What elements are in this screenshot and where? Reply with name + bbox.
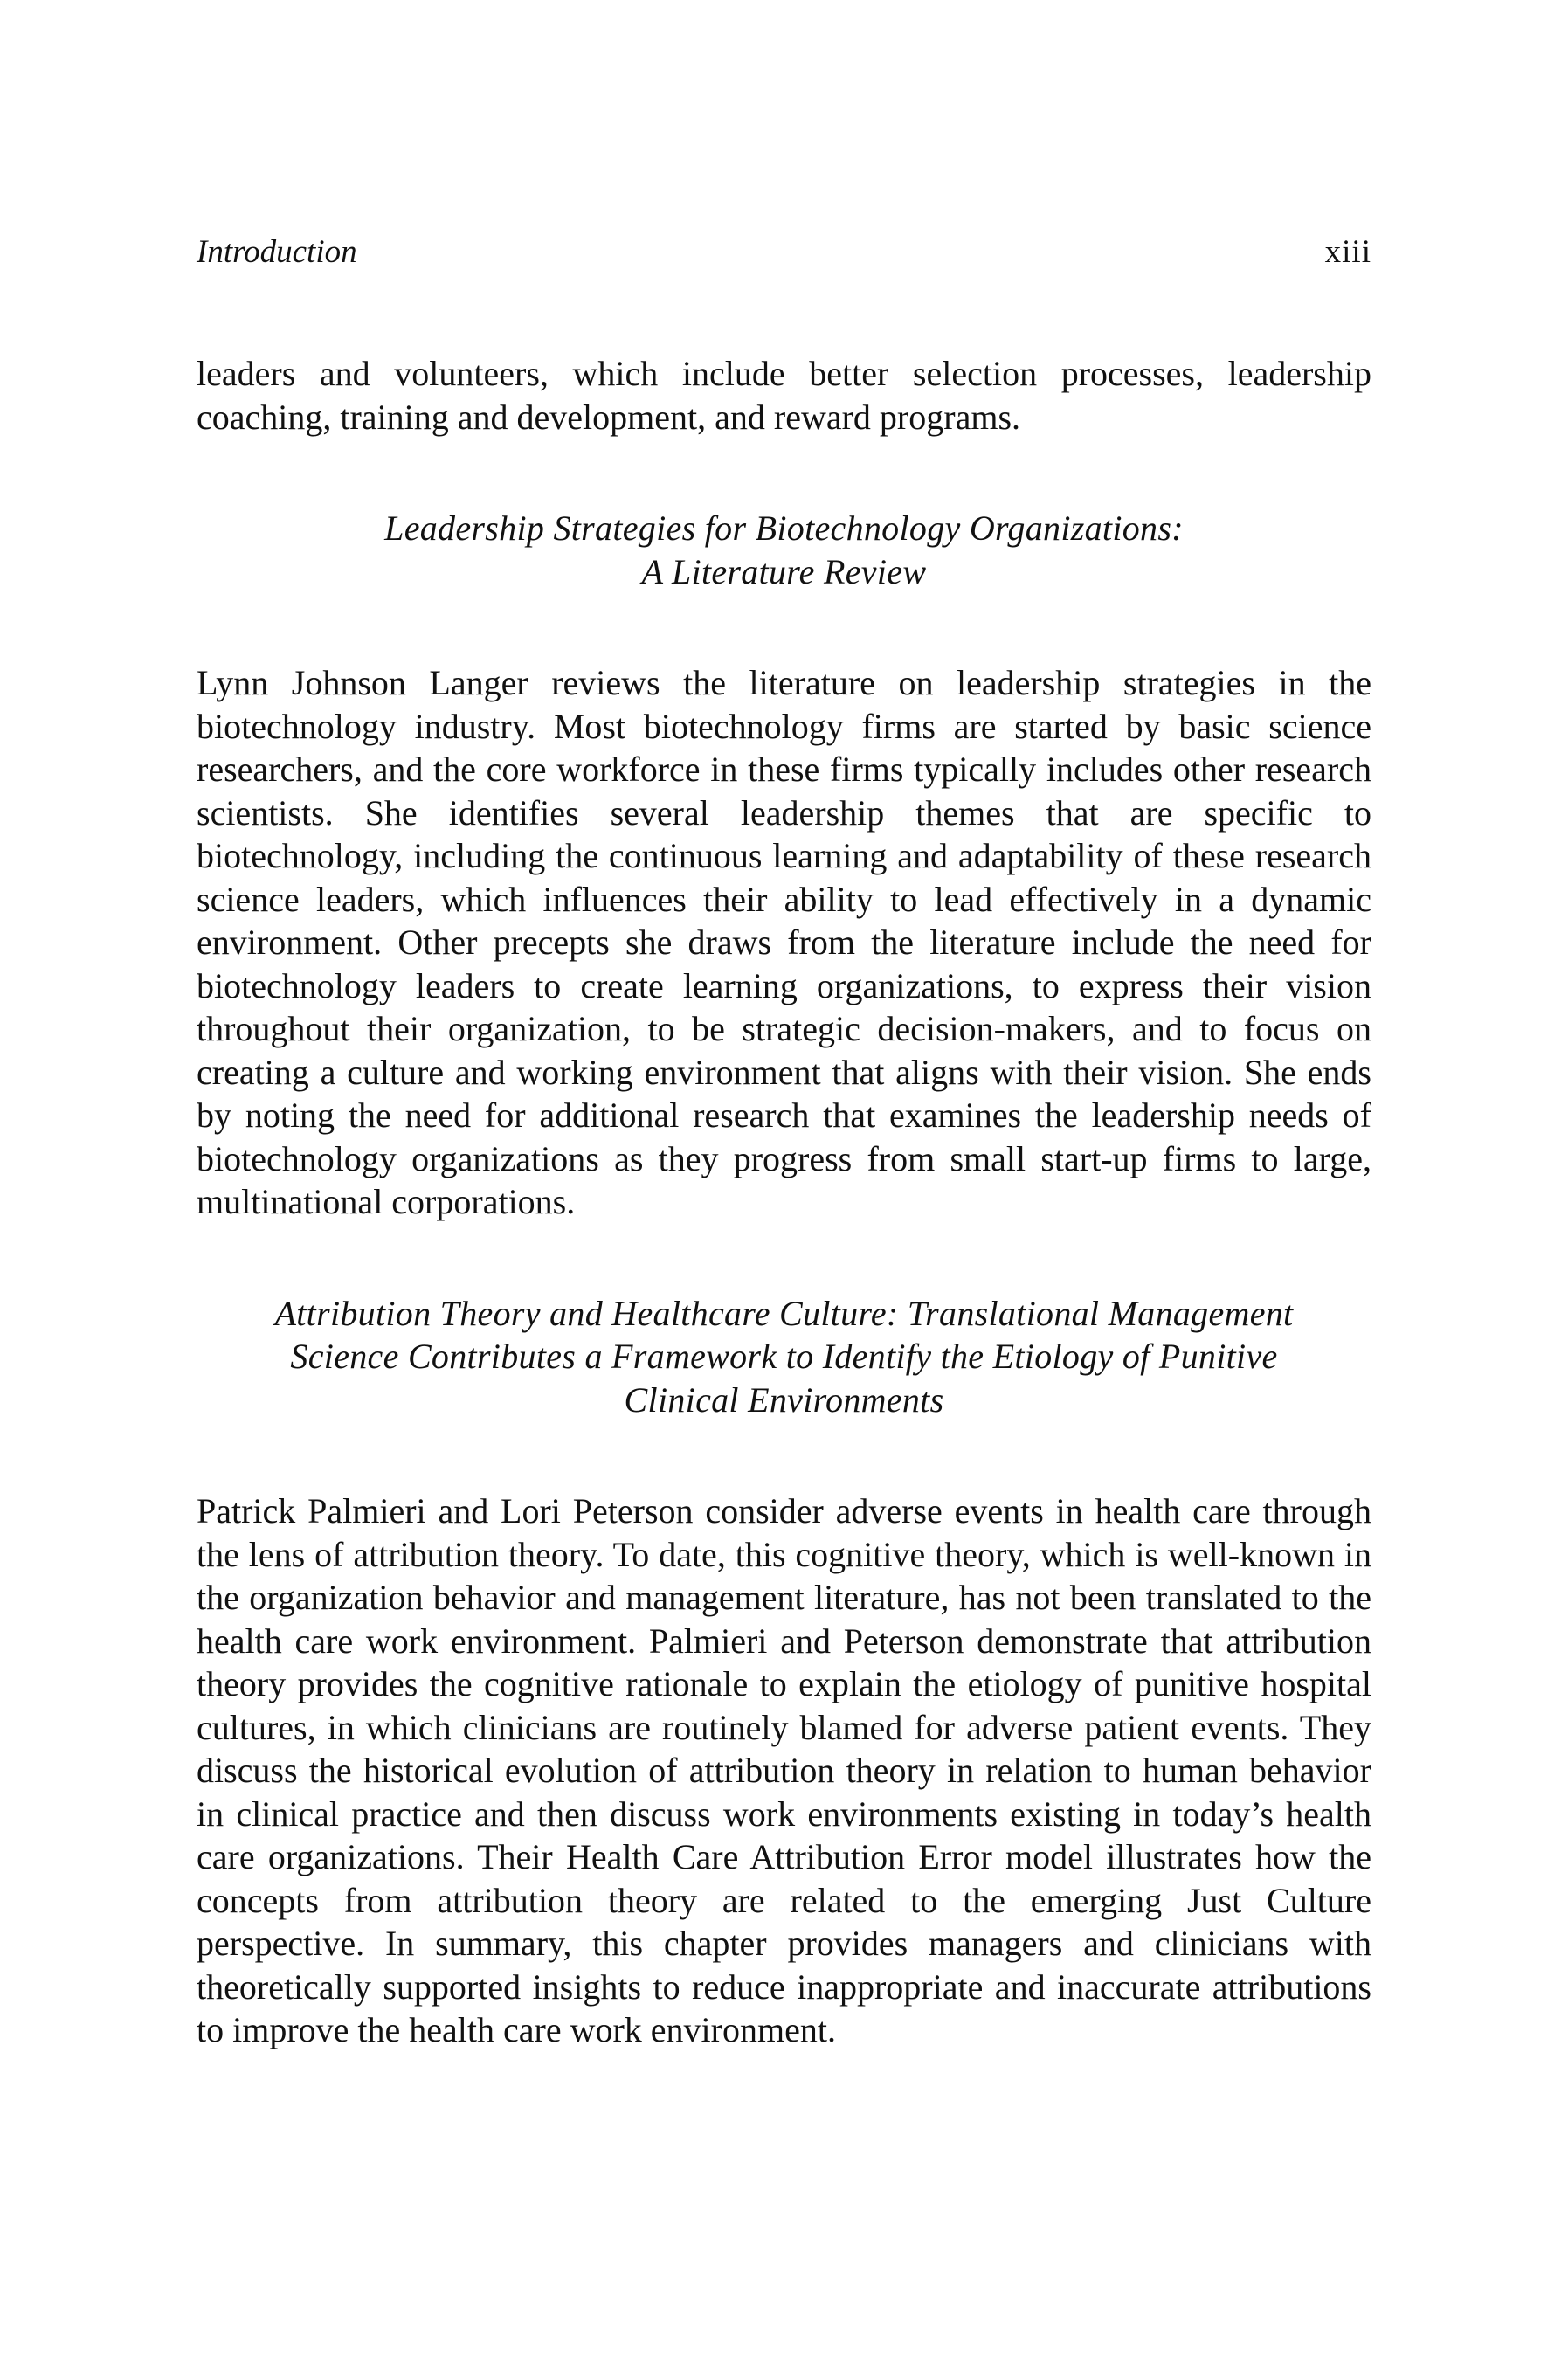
section-heading-attribution-theory — [197, 1292, 1371, 1422]
section-heading-leadership-strategies — [197, 507, 1371, 593]
heading-line: A Literature Review — [641, 551, 927, 591]
heading-line: Attribution Theory and Healthcare Culture: Translational Management — [274, 1293, 1294, 1333]
heading-line: Science Contributes a Framework to Identify the Etiology of Punitive — [290, 1337, 1278, 1376]
section-body-attribution-theory: Patrick Palmieri and Lori Peterson consider adverse events in health care through the lens of attribution theory. To date, this cognitive theory, which is well-known in the organization behavior and management literature, has not been translated to the health care work environment. Palmieri and Peterson demonstrate that attribution theory provides the cognitive rationale to explain the etiology of punitive hospital cultures, in which clinicians are routinely blamed for adverse patient events. They discuss the historical evolution of attribution theory in relation to human behavior in clinical practice and then discuss work environments existing in today’s health care organizations. Their Health Care Attribution Error model illustrates how the concepts from attribution theory are related to the emerging Just Culture perspective. In summary, this chapter provides managers and clinicians with theoretically supported insights to reduce inappropriate and inaccurate attributions to improve the health care work environment. — [197, 1491, 1371, 2049]
intro-continuation-paragraph: leaders and volunteers, which include better selection processes, leadership coaching, training and development, and reward programs. — [197, 354, 1371, 437]
heading-line: Leadership Strategies for Biotechnology Organizations: — [384, 508, 1184, 548]
running-head — [197, 236, 1371, 268]
running-head-title: Introduction — [197, 234, 357, 270]
page-number: xiii — [1324, 234, 1371, 270]
section-body-leadership-strategies: Lynn Johnson Langer reviews the literature on leadership strategies in the biotechnology industry. Most biotechnology firms are started by basic science researchers, and the core workforce in these firms typically includes other research scientists. She identifies several leadership themes that are specific to biotechnology, including the continuous learning and adaptability of these research science leaders, which influences their ability to lead effectively in a dynamic environment. Other precepts she draws from the literature include the need for biotechnology leaders to create learning organizations, to express their vision throughout their organization, to be strategic decision-makers, and to focus on creating a culture and working environment that aligns with their vision. She ends by noting the need for additional research that examines the leadership needs of biotechnology organizations as they progress from small start-up firms to large, multinational corporations. — [197, 663, 1371, 1221]
heading-line: Clinical Environments — [624, 1379, 944, 1420]
book-page — [197, 236, 1371, 2052]
